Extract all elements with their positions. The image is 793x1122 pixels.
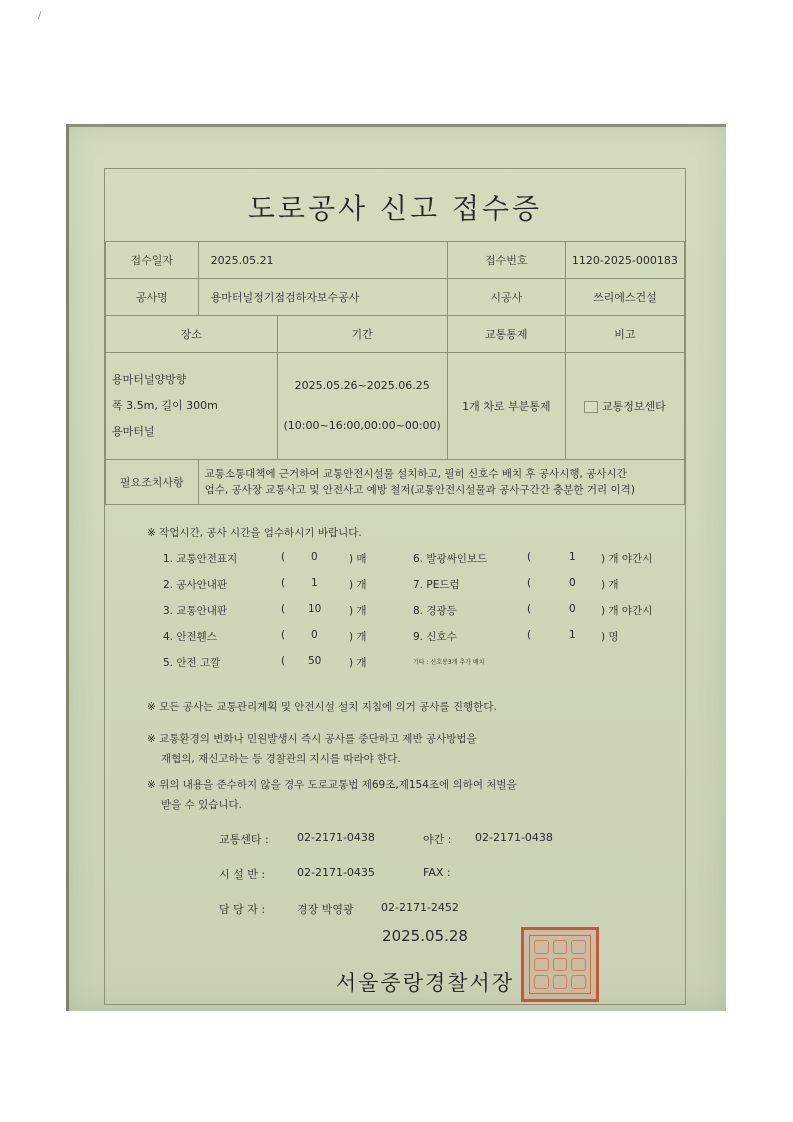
- equipment-left-name: 3. 교통안내판: [163, 605, 228, 617]
- open-paren: (: [281, 655, 286, 667]
- equipment-row: [163, 603, 683, 629]
- equipment-left-unit: ) 개: [349, 579, 367, 591]
- equipment-right-name: 8. 경광등: [413, 605, 457, 617]
- notice-line: 재협의, 재신고하는 등 경찰관의 지시를 따라야 한다.: [161, 753, 401, 765]
- table-row: [106, 279, 685, 316]
- place-line: 폭 3.5m, 길이 300m: [112, 399, 218, 412]
- equipment-left-qty: 50: [308, 655, 322, 667]
- facility-label: 시 설 반 :: [219, 868, 266, 881]
- table-header-row: [106, 316, 685, 353]
- manager-phone: 02-2171-2452: [381, 901, 459, 914]
- notice-line: 받을 수 있습니다.: [161, 799, 243, 811]
- place-line: 용마터널: [112, 425, 155, 438]
- notice-suspension: [147, 729, 477, 769]
- night-label: 야간 :: [423, 833, 452, 846]
- notice-penalty: [147, 775, 517, 815]
- document-title: 도로공사 신고 접수증: [247, 192, 543, 225]
- open-paren: (: [527, 551, 532, 563]
- measures-text: [198, 460, 684, 505]
- equipment-right-qty: 1: [569, 629, 576, 641]
- notice-line: ※ 위의 내용을 준수하지 않을 경우 도로교통법 제69조,제154조에 의하여 처벌을: [147, 779, 517, 791]
- receipt-number-value: 1120-2025-000183: [565, 242, 684, 279]
- measures-label: 필요조치사항: [106, 460, 199, 505]
- period-header: 기간: [277, 316, 447, 353]
- traffic-center-phone: 02-2171-0438: [297, 831, 375, 844]
- equipment-left-unit: ) 매: [349, 553, 367, 565]
- open-paren: (: [527, 603, 532, 615]
- scanned-document: [66, 124, 726, 1011]
- equipment-list: [163, 551, 683, 681]
- equipment-left-name: 1. 교통안전표지: [163, 553, 238, 565]
- open-paren: (: [527, 629, 532, 641]
- measures-line: 교통소통대책에 근거하여 교통안전시설물 설치하고, 필히 신호수 배치 후 공사시행, 공사시간: [204, 468, 627, 480]
- period-hours: (10:00~16:00,00:00~00:00): [283, 419, 441, 432]
- scan-edge-left: [66, 124, 69, 1011]
- measures-line: 엄수, 공사장 교통사고 및 안전사고 예방 철저(교통안전시설물과 공사구간간 충분한 거리 이격): [204, 484, 635, 496]
- equipment-left-qty: 0: [311, 629, 318, 641]
- night-phone: 02-2171-0438: [475, 831, 553, 844]
- equipment-left-qty: 1: [311, 577, 318, 589]
- work-name-label: 공사명: [106, 279, 199, 316]
- table-row: [106, 353, 685, 460]
- receipt-info-table: [105, 241, 685, 505]
- equipment-right-unit: ) 명: [601, 631, 619, 643]
- equipment-left-unit: ) 개: [349, 605, 367, 617]
- scan-mark: /: [38, 10, 42, 21]
- issue-date: 2025.05.28: [382, 927, 468, 945]
- equipment-left-name: 2. 공사안내판: [163, 579, 228, 591]
- equipment-right-qty: 0: [569, 603, 576, 615]
- equipment-left-name: 5. 안전 고깔: [163, 657, 221, 669]
- equipment-row: [163, 655, 683, 681]
- manager-name: 경장 박영광: [297, 903, 354, 916]
- manager-label: 담 당 자 :: [219, 903, 266, 916]
- equipment-left-qty: 10: [308, 603, 322, 615]
- traffic-center-label: 교통센타 :: [219, 833, 269, 846]
- equipment-other-note: 기타 : 신호봉3개 추가 배치: [413, 659, 485, 666]
- table-row: [106, 460, 685, 505]
- traffic-control-value: 1개 차로 부분통제: [447, 353, 565, 460]
- equipment-row: [163, 629, 683, 655]
- receipt-form: [104, 168, 686, 1005]
- equipment-right-name: 6. 발광싸인보드: [413, 553, 488, 565]
- equipment-right-qty: 1: [569, 551, 576, 563]
- equipment-left-name: 4. 안전휀스: [163, 631, 217, 643]
- facility-phone: 02-2171-0435: [297, 866, 375, 879]
- period-cell: [277, 353, 447, 460]
- equipment-right-name: 7. PE드럼: [413, 579, 460, 591]
- issuer-name: 서울중랑경찰서장: [335, 971, 515, 995]
- place-line: 용마터널양방향: [112, 373, 187, 386]
- work-name-value: 용마터널정기점검하자보수공사: [198, 279, 447, 316]
- checkbox: [584, 401, 598, 413]
- open-paren: (: [281, 629, 286, 641]
- equipment-row: [163, 551, 683, 577]
- traffic-header: 교통통제: [447, 316, 565, 353]
- equipment-right-unit: ) 개 야간시: [601, 605, 653, 617]
- period-dates: 2025.05.26~2025.06.25: [294, 379, 430, 392]
- equipment-right-unit: ) 개: [601, 579, 619, 591]
- notice-line: ※ 교통환경의 변화나 민원발생시 즉시 공사를 중단하고 제반 공사방법을: [147, 733, 477, 745]
- equipment-left-qty: 0: [311, 551, 318, 563]
- seal-pattern: [532, 938, 588, 991]
- receipt-number-label: 접수번호: [447, 242, 565, 279]
- open-paren: (: [527, 577, 532, 589]
- receipt-date-value: 2025.05.21: [198, 242, 447, 279]
- notice-guideline: ※ 모든 공사는 교통관리계획 및 안전시설 설치 지침에 의거 공사를 진행한다.: [147, 701, 497, 713]
- work-time-notice: ※ 작업시간, 공사 시간을 엄수하시기 바랍니다.: [147, 527, 362, 539]
- remarks-header: 비고: [565, 316, 684, 353]
- open-paren: (: [281, 603, 286, 615]
- contractor-label: 시공사: [447, 279, 565, 316]
- place-cell: [106, 353, 278, 460]
- open-paren: (: [281, 551, 286, 563]
- equipment-right-name: 9. 신호수: [413, 631, 457, 643]
- scan-edge-top: [66, 124, 726, 127]
- receipt-date-label: 접수일자: [106, 242, 199, 279]
- equipment-left-unit: ) 개: [349, 657, 367, 669]
- remarks-value: 교통정보센타: [602, 400, 666, 413]
- remarks-cell: [565, 353, 684, 460]
- equipment-right-qty: 0: [569, 577, 576, 589]
- fax-label: FAX :: [423, 866, 451, 879]
- place-header: 장소: [106, 316, 278, 353]
- equipment-left-unit: ) 개: [349, 631, 367, 643]
- table-row: [106, 242, 685, 279]
- open-paren: (: [281, 577, 286, 589]
- contractor-value: 쓰리에스건설: [565, 279, 684, 316]
- official-seal: [521, 927, 599, 1002]
- equipment-right-unit: ) 개 야간시: [601, 553, 653, 565]
- equipment-row: [163, 577, 683, 603]
